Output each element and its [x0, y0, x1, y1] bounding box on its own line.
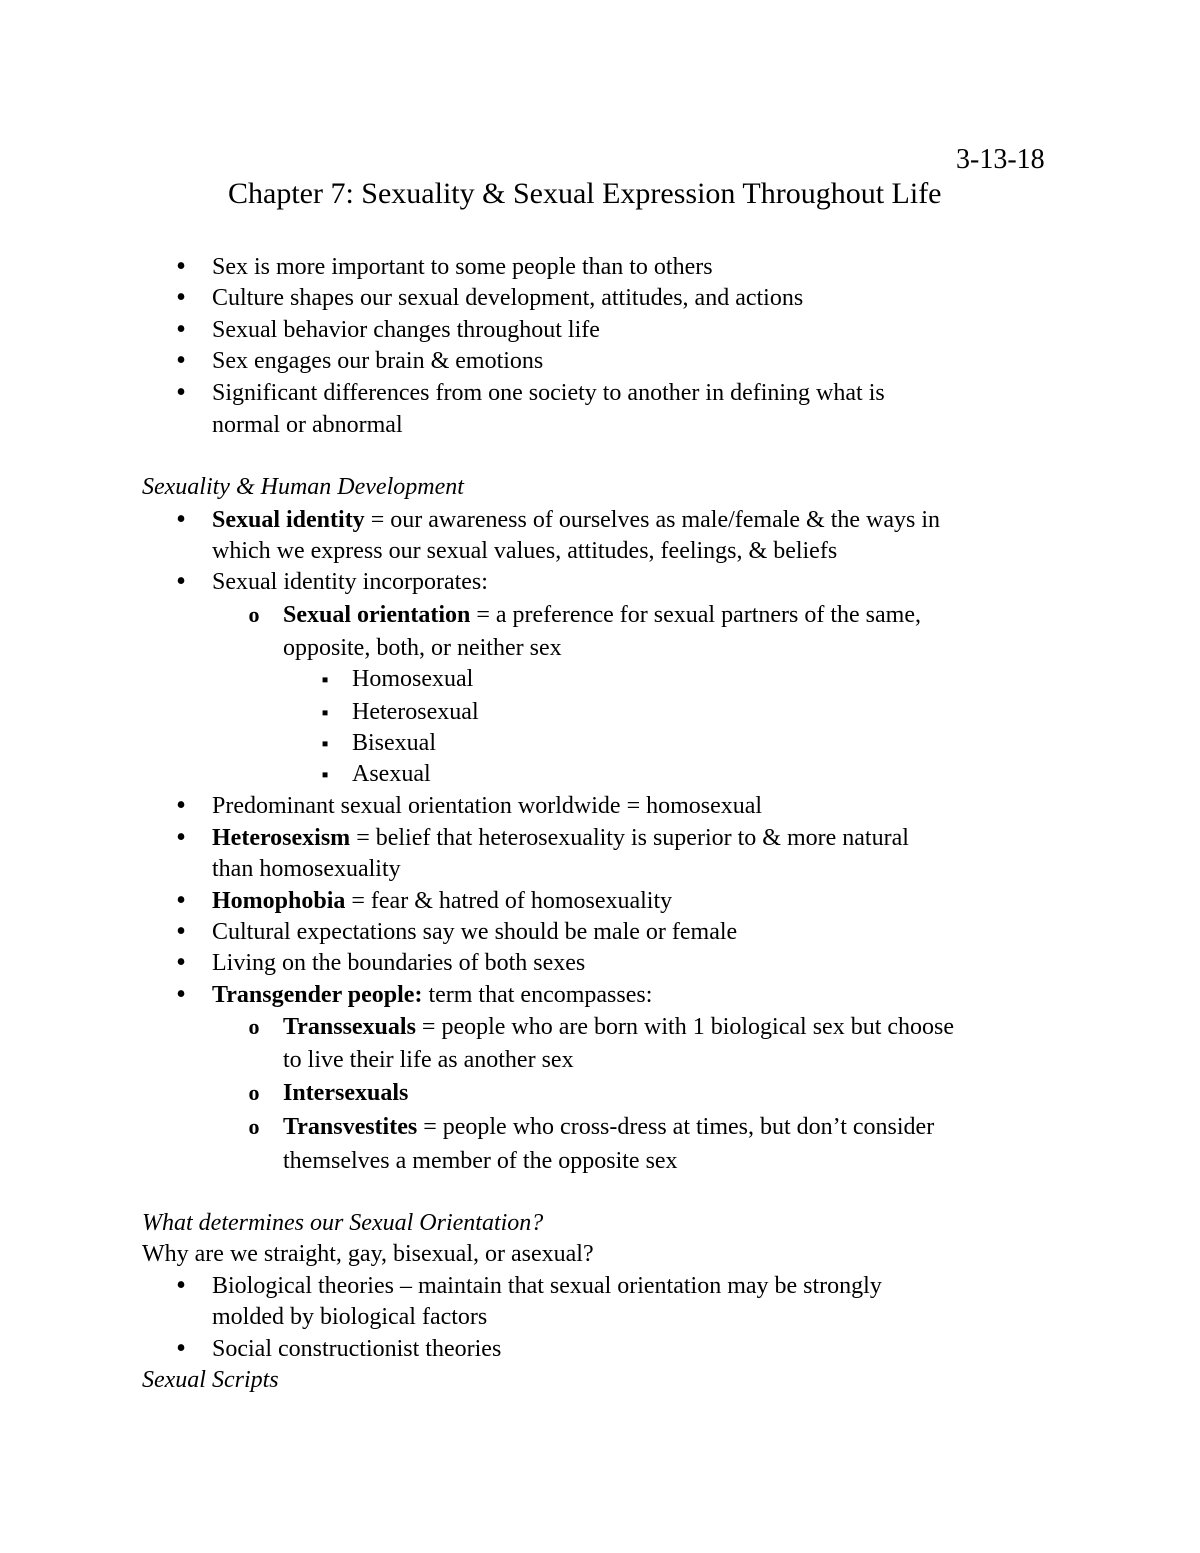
list-item-continuation: normal or abnormal — [212, 412, 403, 438]
bullet-icon — [171, 566, 191, 599]
list-item: Sexual behavior changes throughout life — [212, 317, 600, 343]
list-item: Culture shapes our sexual development, attitudes, and actions — [212, 285, 804, 311]
square-bullet-icon — [315, 758, 335, 791]
list-item-transvestites — [283, 1111, 934, 1143]
section-heading-sexual-orientation: What determines our Sexual Orientation? — [142, 1210, 544, 1236]
question-text: Why are we straight, gay, bisexual, or asexual? — [142, 1241, 594, 1267]
circle-bullet-icon — [244, 1077, 264, 1109]
list-item-orientation: Homosexual — [352, 666, 474, 692]
list-item: Biological theories – maintain that sexual orientation may be strongly — [212, 1273, 882, 1299]
list-item-continuation: which we express our sexual values, attitudes, feelings, & beliefs — [212, 538, 838, 564]
term-intersexuals: Intersexuals — [283, 1080, 409, 1106]
page-title: Chapter 7: Sexuality & Sexual Expression Throughout Life — [228, 177, 942, 210]
definition-text: term that encompasses: — [422, 982, 653, 1008]
list-item: Sex is more important to some people than to others — [212, 254, 713, 280]
list-item-continuation: molded by biological factors — [212, 1304, 488, 1330]
list-item-continuation: to live their life as another sex — [283, 1047, 574, 1073]
definition-text: = fear & hatred of homosexuality — [345, 888, 673, 914]
list-item-orientation: Bisexual — [352, 730, 436, 756]
definition-text: = belief that heterosexuality is superior to & more natural — [350, 825, 909, 851]
term-heterosexism: Heterosexism — [212, 825, 351, 851]
list-item-continuation: opposite, both, or neither sex — [283, 635, 562, 661]
bullet-icon — [171, 504, 191, 537]
list-item: Sexual identity incorporates: — [212, 569, 488, 595]
list-item-orientation: Heterosexual — [352, 699, 479, 725]
definition-text: = people who cross-dress at times, but don’t consider — [417, 1114, 935, 1140]
list-item-continuation: than homosexuality — [212, 856, 401, 882]
term-homophobia: Homophobia — [212, 888, 346, 914]
bullet-icon — [171, 947, 191, 980]
list-item: Sex engages our brain & emotions — [212, 348, 544, 374]
bullet-icon — [171, 916, 191, 949]
term-transvestites: Transvestites — [283, 1114, 418, 1140]
list-item: Social constructionist theories — [212, 1336, 502, 1362]
list-item-orientation: Asexual — [352, 761, 431, 787]
bullet-icon — [171, 282, 191, 315]
definition-text: = people who are born with 1 biological sex but choose — [415, 1014, 954, 1040]
square-bullet-icon — [315, 727, 335, 760]
bullet-icon — [171, 790, 191, 823]
date: 3-13-18 — [956, 144, 1045, 175]
square-bullet-icon — [315, 663, 335, 696]
list-item-intersexuals — [283, 1077, 408, 1109]
definition-text: = our awareness of ourselves as male/female & the ways in — [364, 507, 941, 533]
list-item-sexual-identity — [212, 504, 940, 536]
bullet-icon — [171, 314, 191, 347]
term-transgender-people: Transgender people: — [212, 982, 423, 1008]
bullet-icon — [171, 1333, 191, 1366]
bullet-icon — [171, 377, 191, 410]
bullet-icon — [171, 885, 191, 918]
list-item-homophobia — [212, 885, 672, 917]
list-item: Significant differences from one society to another in defining what is — [212, 380, 885, 406]
square-bullet-icon — [315, 696, 335, 729]
section-heading-sexual-scripts: Sexual Scripts — [142, 1367, 279, 1393]
term-transsexuals: Transsexuals — [283, 1014, 416, 1040]
list-item-sexual-orientation — [283, 599, 921, 631]
bullet-icon — [171, 251, 191, 284]
bullet-icon — [171, 1270, 191, 1303]
section-heading-sexuality-development: Sexuality & Human Development — [142, 474, 464, 500]
term-sexual-orientation: Sexual orientation — [283, 602, 471, 628]
list-item-transsexuals — [283, 1011, 954, 1043]
circle-bullet-icon — [244, 599, 264, 631]
bullet-icon — [171, 822, 191, 855]
bullet-icon — [171, 345, 191, 378]
list-item-continuation: themselves a member of the opposite sex — [283, 1148, 678, 1174]
list-item: Cultural expectations say we should be male or female — [212, 919, 738, 945]
list-item: Living on the boundaries of both sexes — [212, 950, 586, 976]
bullet-icon — [171, 979, 191, 1012]
circle-bullet-icon — [244, 1111, 264, 1143]
circle-bullet-icon — [244, 1011, 264, 1043]
definition-text: = a preference for sexual partners of the same, — [470, 602, 921, 628]
list-item-heterosexism — [212, 822, 909, 854]
list-item-transgender — [212, 979, 652, 1011]
term-sexual-identity: Sexual identity — [212, 507, 365, 533]
list-item: Predominant sexual orientation worldwide = homosexual — [212, 793, 763, 819]
